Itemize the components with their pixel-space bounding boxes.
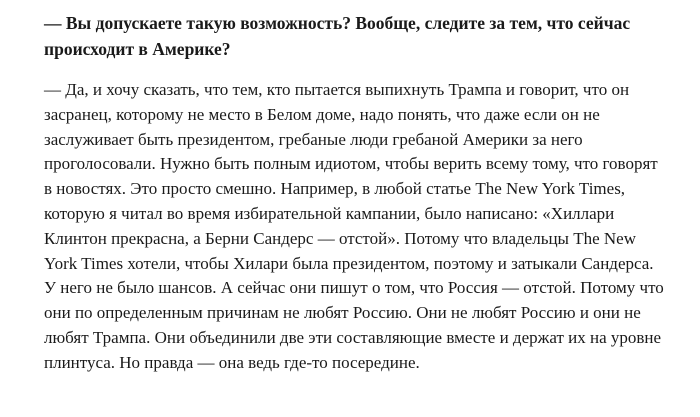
interview-question: — Вы допускаете такую возможность? Вообще, следите за тем, что сейчас происходит в Америке? xyxy=(44,13,631,59)
article-body xyxy=(44,0,664,376)
interview-answer: — Да, и хочу сказать, что тем, кто пытается выпихнуть Трампа и говорит, что он засранец, которому не место в Белом доме, надо понять, что даже если он не заслуживает быть президентом, гребаные люди гребаной Америки за него проголосовали. Нужно быть полным идиотом, чтобы верить всему тому, что говорят в новостях. Это просто смешно. Например, в любой статье The New York Times, которую я читал во время избирательной кампании, было написано: «Хиллари Клинтон прекрасна, а Берни Сандерс — отстой». Потому что владельцы The New York Times хотели, чтобы Хилари была президентом, поэтому и затыкали Сандерса. У него не было шансов. А сейчас они пишут о том, что Россия — отстой. Потому что они по определенным причинам не любят Россию. Они не любят Россию и они не любят Трампа. Они объединили две эти составляющие вместе и держат их на уровне плинтуса. Но правда — она ведь где-то посередине. xyxy=(44,80,664,372)
